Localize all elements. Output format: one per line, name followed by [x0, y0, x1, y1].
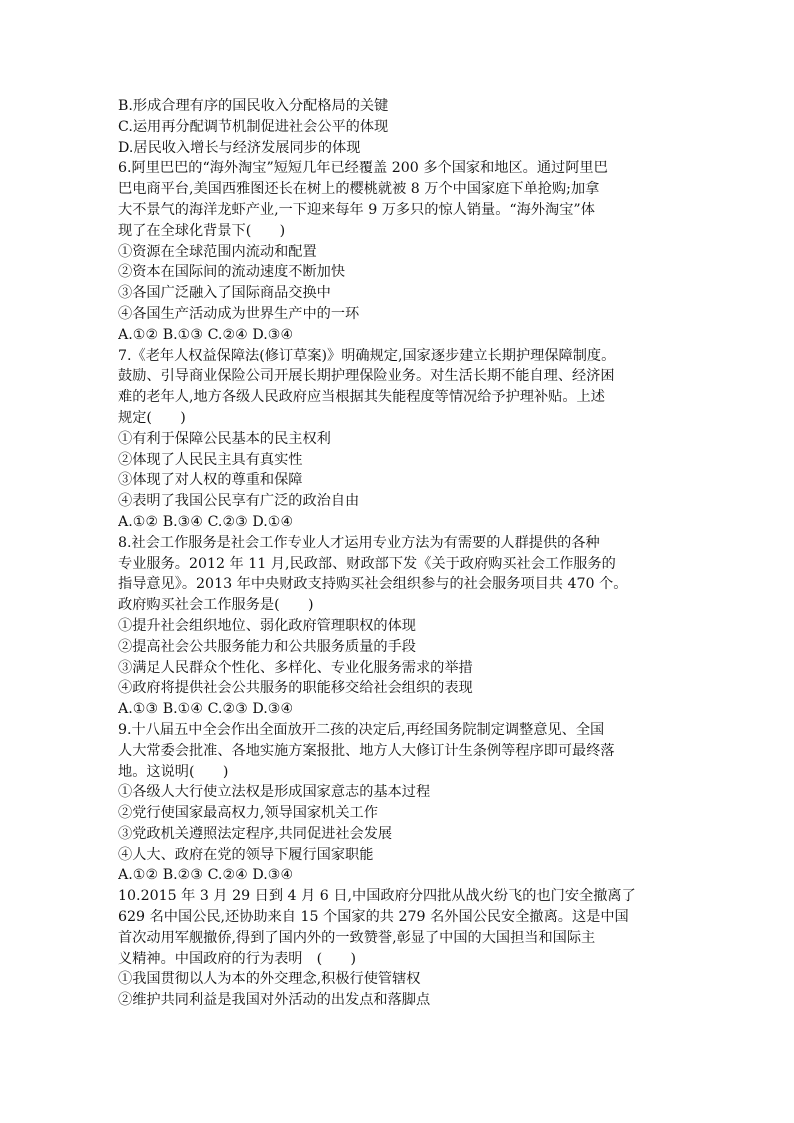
statement-2: ②资本在国际间的流动速度不断加快: [118, 264, 346, 281]
document-content: [118, 96, 688, 1011]
question-10: [118, 886, 688, 1011]
stem-line: 指导意见》。2013 年中央财政支持购买社会组织参与的社会服务项目共 470 个。: [118, 576, 628, 593]
statement-4: ④各国生产活动成为世界生产中的一环: [118, 305, 360, 322]
question-8: [118, 533, 688, 720]
answer-choices: A.①② B.③④ C.②③ D.①④: [118, 513, 294, 530]
question-stem: [118, 886, 688, 969]
statement-1: ①我国贯彻以人为本的外交理念,积极行使管辖权: [118, 971, 421, 988]
question-stem: [118, 346, 688, 429]
statement-3: ③党政机关遵照法定程序,共同促进社会发展: [118, 825, 393, 842]
stem-line: 义精神。中国政府的行为表明 ( ): [118, 950, 357, 967]
statement-3: ③满足人民群众个性化、多样化、专业化服务需求的举措: [118, 659, 473, 676]
stem-line: 鼓励、引导商业保险公司开展长期护理保险业务。对生活长期不能自理、经济困: [118, 368, 615, 385]
stem-line: 现了在全球化背景下( ): [118, 222, 286, 239]
statement-2: ②体现了人民民主具有真实性: [118, 451, 303, 468]
stem-line: 首次动用军舰撤侨,得到了国内外的一致赞誉,彰显了中国的大国担当和国际主: [118, 929, 596, 946]
stem-line: 9.十八届五中全会作出全面放开二孩的决定后,再经国务院制定调整意见、全国: [118, 721, 605, 738]
option-d: D.居民收入增长与经济发展同步的体现: [118, 139, 361, 156]
statement-4: ④表明了我国公民享有广泛的政治自由: [118, 493, 360, 510]
statement-2: ②维护共同利益是我国对外活动的出发点和落脚点: [118, 992, 431, 1009]
stem-line: 专业服务。2012 年 11 月,民政部、财政部下发《关于政府购买社会工作服务的: [118, 555, 616, 572]
question-stem: [118, 533, 688, 616]
statement-2: ②党行使国家最高权力,领导国家机关工作: [118, 805, 378, 822]
stem-line: 巴电商平台,美国西雅图还长在树上的樱桃就被 8 万个中国家庭下单抢购;加拿: [118, 181, 600, 198]
answer-choices: A.①③ B.①④ C.②③ D.③④: [118, 701, 294, 718]
statement-3: ③体现了对人权的尊重和保障: [118, 472, 303, 489]
stem-line: 难的老年人,地方各级人民政府应当根据其失能程度等情况给予护理补贴。上述: [118, 389, 605, 406]
statement-1: ①资源在全球范围内流动和配置: [118, 243, 317, 260]
question-6: [118, 158, 688, 345]
question-9: [118, 720, 688, 886]
stem-line: 规定( ): [118, 409, 186, 426]
previous-question-options: [118, 96, 688, 158]
statement-1: ①各级人大行使立法权是形成国家意志的基本过程: [118, 784, 431, 801]
statement-1: ①提升社会组织地位、弱化政府管理职权的体现: [118, 617, 416, 634]
statement-3: ③各国广泛融入了国际商品交换中: [118, 285, 331, 302]
statement-2: ②提高社会公共服务能力和公共服务质量的手段: [118, 638, 416, 655]
stem-line: 629 名中国公民,还协助来自 15 个国家的共 279 名外国公民安全撤离。这是中国: [118, 909, 629, 926]
question-stem: [118, 720, 688, 782]
option-b: B.形成合理有序的国民收入分配格局的关键: [118, 98, 389, 114]
statement-1: ①有利于保障公民基本的民主权利: [118, 430, 331, 447]
answer-choices: A.①② B.②③ C.②④ D.③④: [118, 867, 294, 884]
stem-line: 7.《老年人权益保障法(修订草案)》明确规定,国家逐步建立长期护理保障制度。: [118, 347, 616, 364]
stem-line: 6.阿里巴巴的“海外淘宝”短短几年已经覆盖 200 多个国家和地区。通过阿里巴: [118, 160, 608, 177]
statement-4: ④政府将提供社会公共服务的职能移交给社会组织的表现: [118, 680, 473, 697]
statement-4: ④人大、政府在党的领导下履行国家职能: [118, 846, 374, 863]
question-stem: [118, 158, 688, 241]
question-7: [118, 346, 688, 533]
stem-line: 地。这说明( ): [118, 763, 229, 780]
stem-line: 人大常委会批准、各地实施方案报批、地方人大修订计生条例等程序即可最终落: [118, 742, 615, 759]
answer-choices: A.①② B.①③ C.②④ D.③④: [118, 326, 294, 343]
stem-line: 政府购买社会工作服务是( ): [118, 597, 314, 614]
option-c: C.运用再分配调节机制促进社会公平的体现: [118, 118, 389, 135]
stem-line: 8.社会工作服务是社会工作专业人才运用专业方法为有需要的人群提供的各种: [118, 534, 600, 551]
stem-line: 10.2015 年 3 月 29 日到 4 月 6 日,中国政府分四批从战火纷飞的也门安全撤离了: [118, 888, 636, 905]
stem-line: 大不景气的海洋龙虾产业,一下迎来每年 9 万多只的惊人销量。“海外淘宝”体: [118, 201, 595, 218]
